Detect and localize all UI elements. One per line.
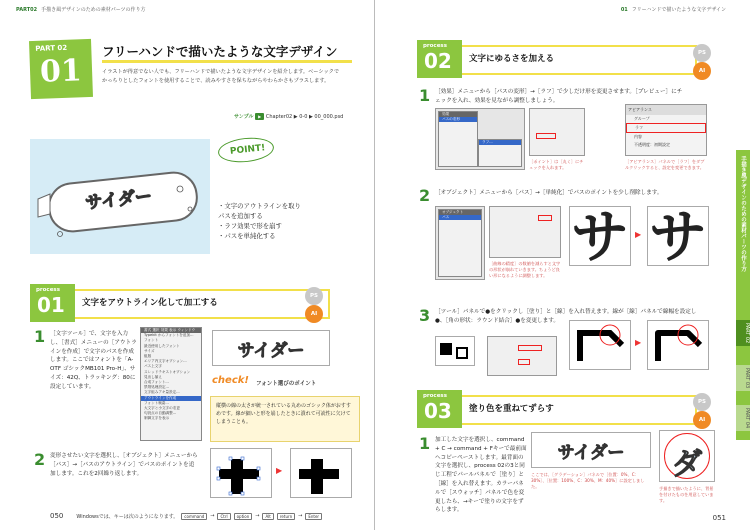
fill-stroke-swap — [435, 336, 475, 366]
ai-badge: AI — [693, 62, 711, 80]
step-text: ［オブジェクト］メニューから［パス］→［単純化］でパスのポイントを少し削除します。 — [435, 190, 663, 196]
right-page — [375, 0, 750, 530]
stroke-panel-screenshot — [487, 336, 557, 376]
arrow-icon: ▶ — [635, 230, 642, 239]
chapter-number-block: PART 02 01 — [29, 39, 93, 99]
layered-text-sample: サイダー — [531, 432, 651, 468]
process-title: 文字にゆるさを加える — [469, 54, 555, 64]
appearance-panel-screenshot: アピアランス グループ ラフ 内容 不透明度：初期設定 — [625, 104, 707, 156]
shortcut-footer: 050 Windowsでは、キーは次のようになります。 command → Ctrl option → Alt return → Enter — [50, 512, 322, 520]
running-head: PART02 手描き風デザインのための素材パーツの作り方 — [16, 7, 146, 13]
caption: ［曲線の精度］の数値を減らすと文字の形状が崩れていきます。ちょうど良い形になるように調整します。 — [489, 261, 561, 278]
point-list: ・文字のアウトラインを取り パスを追加する ・ラフ効果で形を崩す ・パスを単純化する — [218, 202, 301, 240]
page-number: 051 — [712, 514, 726, 522]
path-points-before — [210, 448, 272, 498]
glyph-after: サ — [648, 206, 707, 266]
type-menu-screenshot: 書式 選択 効果 表示 ウィンドウ Typekit からフォントを追加... フォント 最近使用したフォント サイズ 組版 エリア内文字オプション... パス上文字 スレッドテキストオプション 見出し揃え 合成フォント... 禁則処理設定... 文字組みアキ量設定... アウトラインを作成 フォント検索... 大文字と小文字の変更 句読点の自動調整... 制御文字を表示 — [140, 327, 202, 441]
check-note: 縦横の線の太さが統一されている丸めのゴシック体がおすすめです。線が細いと形を崩したときに潰れて可読性に欠けてしまうことも。 — [210, 396, 360, 442]
object-menu-screenshot: オブジェクト パス — [435, 206, 485, 280]
outlined-text-sample: サイダー — [212, 330, 330, 366]
running-head: 01 フリーハンドで描いたような文字デザイン — [620, 7, 726, 13]
ai-badge: AI — [305, 305, 323, 323]
side-tab: 手描き風デザインのための素材パーツの作り方 PART 02 PART 03 PART 04 — [736, 150, 750, 440]
effect-menu-screenshot: 効果 パスの変形 ラフ... — [435, 108, 525, 170]
caption: ［アピアランス］パネルで［ラフ］をダブルクリックすると、設定を変更できます。 — [625, 159, 705, 170]
caption: ここでは、［グラデーション］パネルで［位置：0%、C：30%］、［位置：100%、C：30%、M：40%］に設定しました。 — [531, 472, 645, 489]
hero-text: サイダー — [84, 186, 153, 214]
glyph-before: サ — [570, 206, 629, 266]
corner-before — [569, 320, 631, 370]
step-number: 3 — [419, 306, 431, 325]
corner-after — [647, 320, 709, 370]
chapter-description: イラストが得意でない人でも、フリーハンドで描いたような文字デザインを紹介します。ベーシックでかっちりとしたフォントを使用することで、読みやすさを保ちながらやわらかさもプラスします。 — [102, 69, 340, 84]
arrow-icon: ▶ — [276, 466, 283, 475]
chapter-title: フリーハンドで描いたような文字デザイン — [102, 44, 338, 59]
ps-badge: PS — [693, 393, 711, 411]
ps-badge: PS — [305, 287, 323, 305]
step-number: 2 — [34, 450, 46, 469]
ps-badge: PS — [693, 44, 711, 62]
path-points-after — [290, 448, 352, 498]
process-title: 塗り色を重ねてずらす — [469, 404, 554, 414]
step-number: 1 — [419, 434, 431, 453]
zoomed-letter: ダ — [659, 430, 715, 482]
bubble-decoration — [30, 139, 210, 254]
caption: ［ポイント］は［丸く］にチェックを入れます。 — [529, 159, 584, 170]
step-number: 1 — [34, 327, 46, 346]
rough-dialog-screenshot — [529, 108, 585, 156]
check-label: check! — [212, 375, 249, 386]
process-03-header: process 03 塗り色を重ねてずらす — [417, 390, 697, 428]
process-title: 文字をアウトライン化して加工する — [82, 298, 218, 308]
process-02-header: process 02 文字にゆるさを加える — [417, 40, 697, 78]
sample-file-label: サンプル ▶ Chapter02 ▶ 0-0 ▶ 00_000.psd — [234, 114, 344, 120]
step-number: 1 — [419, 86, 431, 105]
title-underline — [102, 60, 352, 63]
caption: 手描きで描いたように、背景を付けたものを用意しています。 — [659, 486, 714, 503]
step-text: ［ツール］パネルで●をクリックし［塗り］と［線］を入れ替えます。線が［線］パネルで線幅を設定し●、［角の形状：ラウンド結合］●を変更します。 — [435, 309, 697, 324]
step-text: 変形させたい文字を選択し、［オブジェクト］メニューから［パス］→［パスのアウトライン］でパスのポイントを追加します。これを2回繰り返します。 — [50, 453, 198, 477]
ai-badge: AI — [693, 411, 711, 429]
arrow-icon: ▶ — [635, 338, 642, 347]
step-text: ［効果］メニューから［パスの変形］→［ラフ］で少しだけ形を変更させます。［プレビュー］にチェックを入れ、効果を見ながら調整しましょう。 — [435, 89, 683, 104]
simplify-dialog-screenshot — [489, 206, 561, 258]
check-subtitle: フォント選びのポイント — [256, 381, 317, 387]
point-label: POINT! — [229, 143, 266, 157]
step-text: 加工した文字を選択し、command + C → command + Fキーで最前面へコピーペーストします。最背面の文字を選択し、process 02の3と同じ工程でパールパネルで［塗り］と［線］を入れ替えます。カラーパネルで［スウォッチ］パネルで色を変更したら、→キーで塗りの文字をずらします。 — [435, 437, 527, 514]
step-text: ［文字ツール］で、文字を入力し、［書式］メニューの［アウトラインを作成］で文字のパスを作成します。ここではフォントを「A-OTF ゴシックMB101 Pro-H」、サイズ：42Q、トラッキング：80に設定しています。 — [50, 331, 137, 390]
hero-image — [30, 139, 210, 254]
step-number: 2 — [419, 186, 431, 205]
process-01-header: process 01 文字をアウトライン化して加工する — [30, 284, 330, 322]
